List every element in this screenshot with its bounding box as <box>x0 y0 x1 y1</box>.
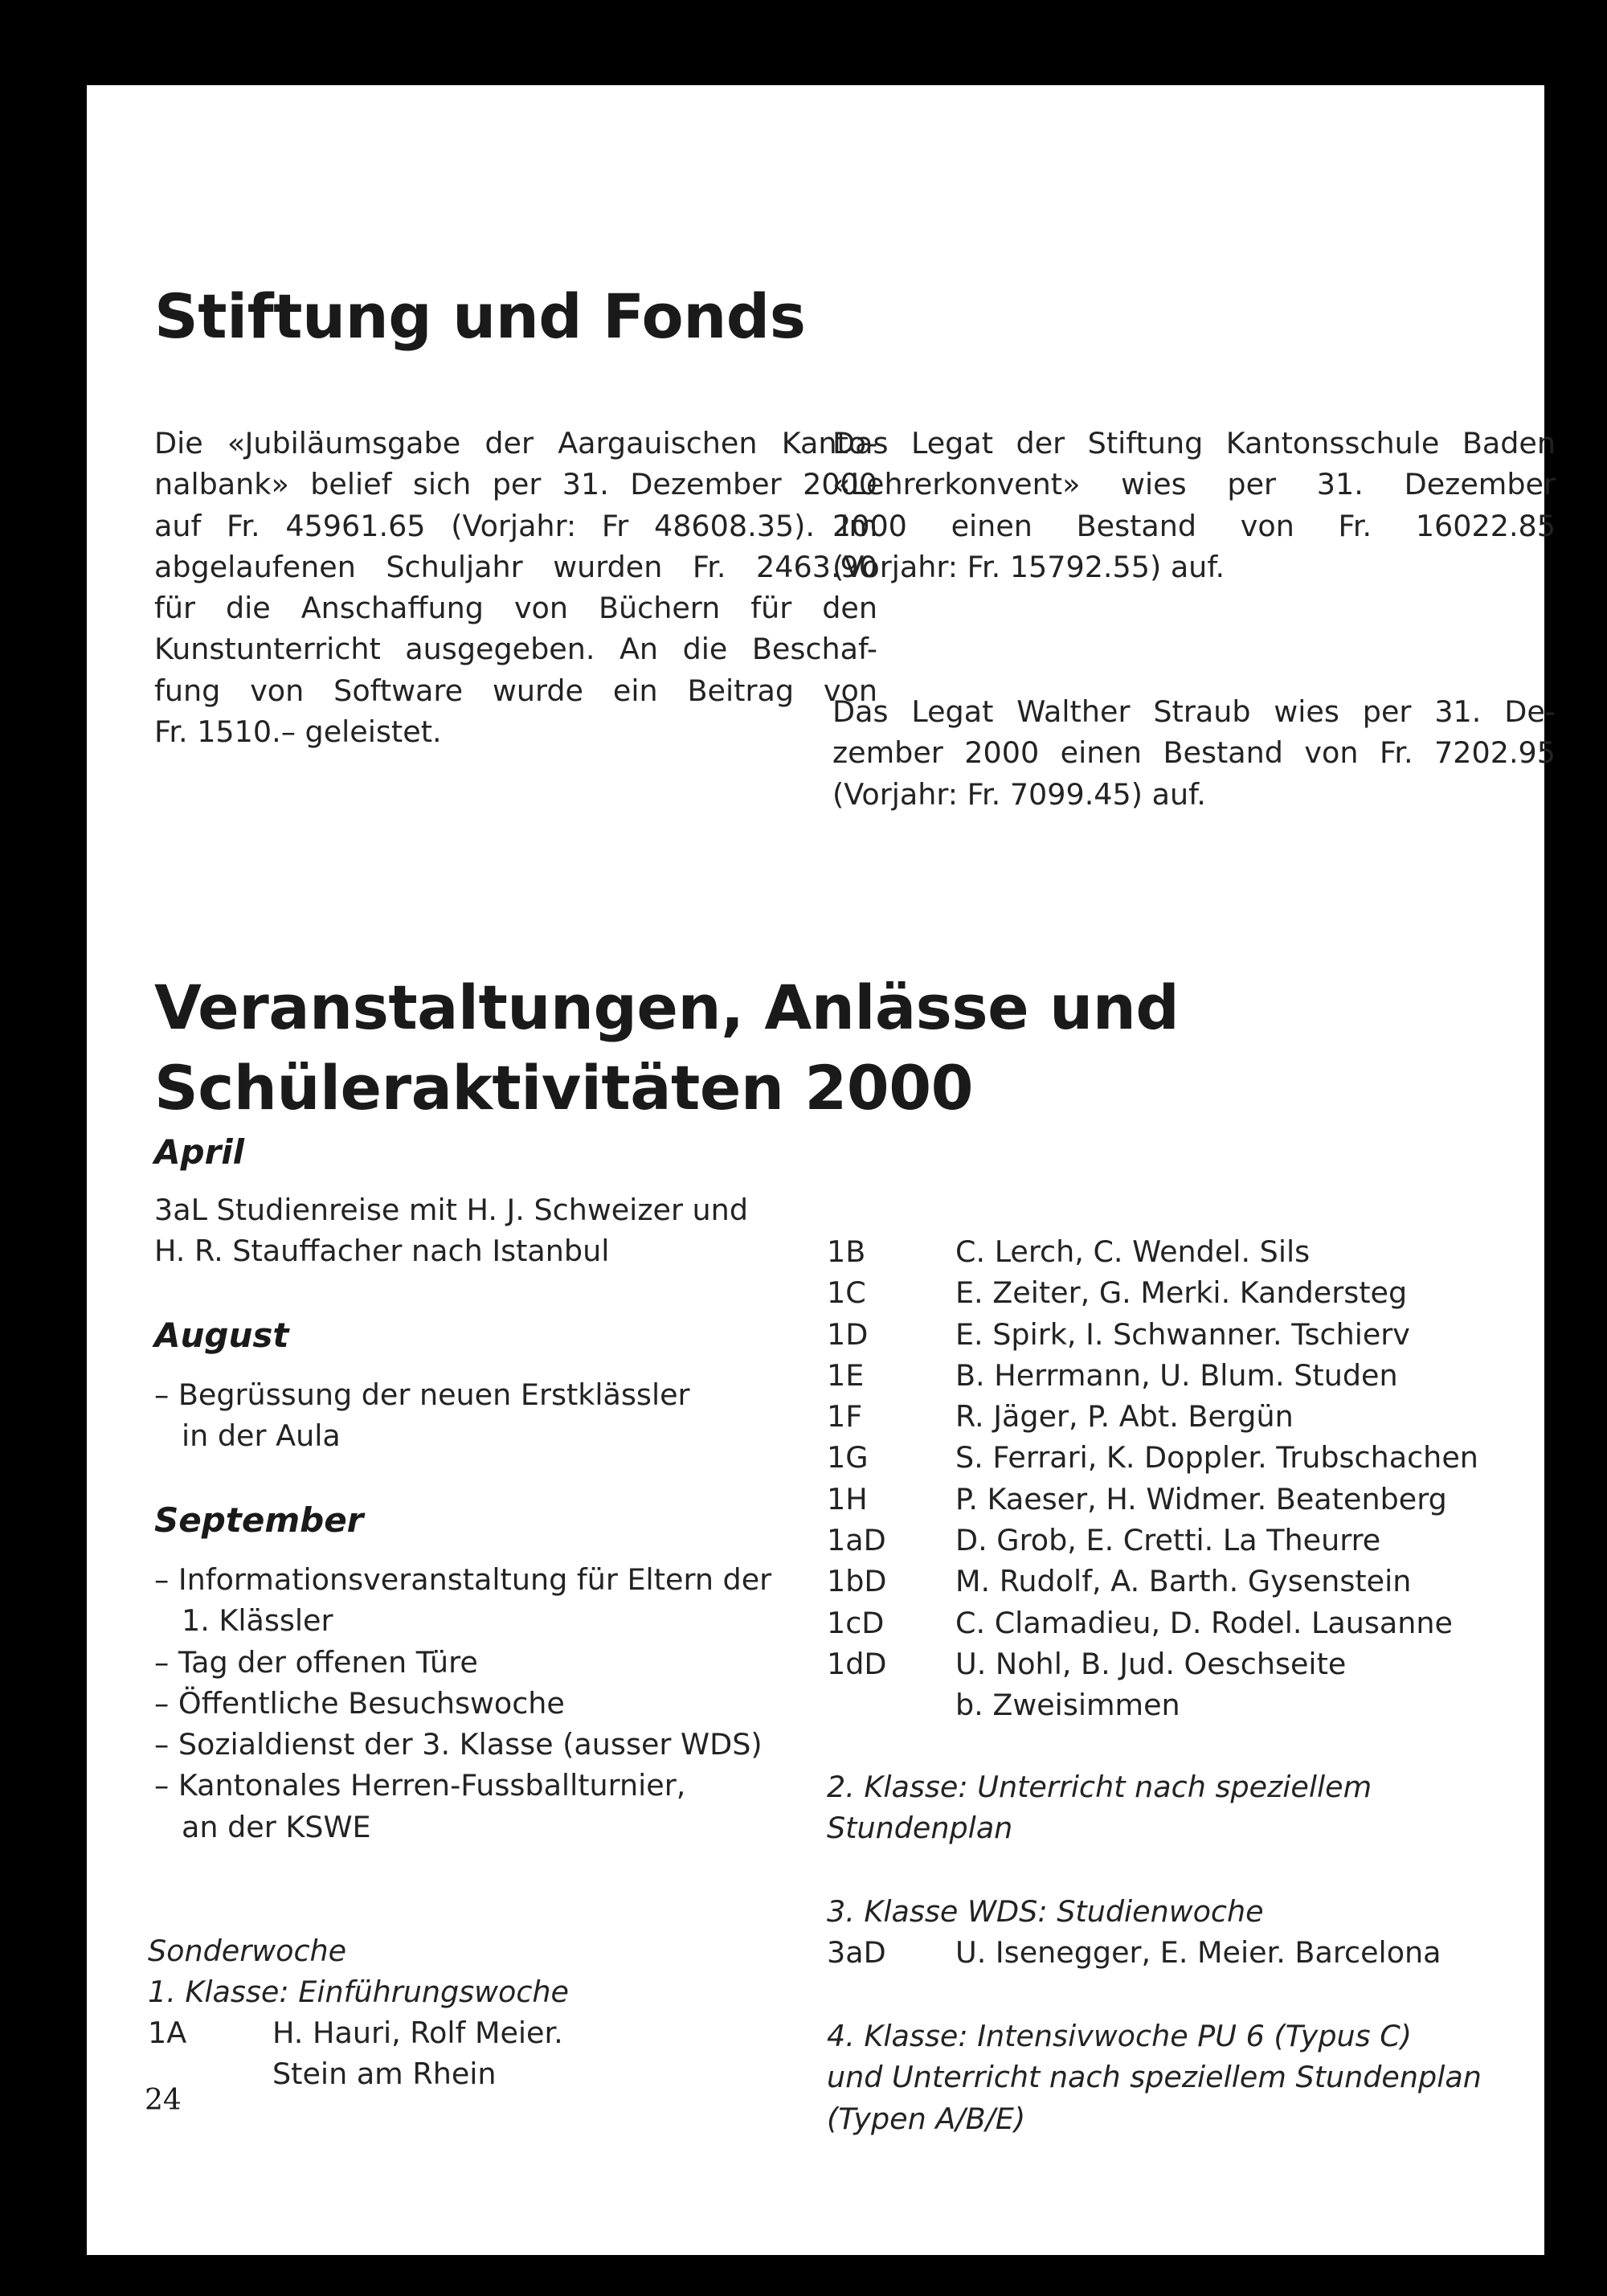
april-list <box>154 1189 748 1272</box>
class-entry: E. Spirk, I. Schwanner. Tschierv <box>955 1316 1410 1352</box>
paragraph-line: Die «Jubiläumsgabe der Aargauischen Kanto- <box>154 426 877 460</box>
klasse2-line: Stundenplan <box>827 1811 1013 1846</box>
august-line: – Begrüssung der neuen Erstklässler <box>154 1377 690 1412</box>
class-code: 3aD <box>827 1935 886 1970</box>
class-code: 1aD <box>827 1523 886 1558</box>
paragraph-legat-straub <box>832 691 1556 815</box>
klasse1-table <box>827 1231 1550 1726</box>
class-entry: b. Zweisimmen <box>955 1688 1180 1723</box>
class-entry: M. Rudolf, A. Barth. Gysenstein <box>955 1564 1412 1599</box>
klasse3-label: 3. Klasse WDS: Studienwoche <box>827 1894 1264 1929</box>
paragraph-line: abgelaufenen Schuljahr wurden Fr. 2463.90 <box>154 549 877 584</box>
table-row <box>827 1231 1550 1272</box>
september-line: 1. Klässler <box>182 1603 333 1639</box>
paragraph-line: Das Legat der Stiftung Kantonsschule Baden <box>832 426 1556 460</box>
page-number: 24 <box>145 2084 182 2117</box>
class-entry: C. Lerch, C. Wendel. Sils <box>955 1234 1311 1269</box>
paragraph-line: Das Legat Walther Straub wies per 31. De- <box>832 694 1556 729</box>
class-code: 1F <box>827 1399 863 1434</box>
paragraph-line: Fr. 1510.– geleistet. <box>154 714 442 750</box>
sonderwoche-row-1A <box>148 2012 598 2095</box>
klasse4-line: 4. Klasse: Intensivwoche PU 6 (Typus C) <box>827 2019 1413 2053</box>
klasse2-note <box>827 1766 1372 1849</box>
table-row <box>827 1602 1550 1643</box>
paragraph-legat-lehrerkonvent <box>832 423 1556 587</box>
class-code: 1cD <box>827 1605 885 1640</box>
klasse4-line: (Typen A/B/E) <box>827 2101 1026 2136</box>
klasse4-note <box>827 2016 1482 2139</box>
table-row <box>827 1479 1550 1520</box>
section-title-stiftung <box>154 276 805 357</box>
paragraph-line: fung von Software wurde ein Beitrag von <box>154 673 877 708</box>
paragraph-line: für die Anschaffung von Büchern für den <box>154 591 877 626</box>
class-teachers-place: H. Hauri, Rolf Meier. <box>272 2016 563 2050</box>
paragraph-jubilaeumsgabe <box>154 423 877 752</box>
class-place: Stein am Rhein <box>272 2057 497 2092</box>
month-heading-september: September <box>154 1500 364 1540</box>
section-title-line: Schüleraktivitäten 2000 <box>154 1052 973 1123</box>
table-row <box>827 1684 1550 1725</box>
class-entry: U. Isenegger, E. Meier. Barcelona <box>955 1935 1441 1970</box>
class-code: 1H <box>827 1481 868 1516</box>
class-entry: D. Grob, E. Cretti. La Theurre <box>955 1523 1381 1558</box>
klasse3-table <box>827 1932 1550 1973</box>
table-row <box>827 1643 1550 1684</box>
september-line: – Sozialdienst der 3. Klasse (ausser WDS) <box>154 1727 763 1762</box>
august-list <box>154 1374 690 1457</box>
klasse2-line: 2. Klasse: Unterricht nach speziellem <box>827 1770 1372 1804</box>
april-line: 3aL Studienreise mit H. J. Schweizer und <box>154 1193 748 1227</box>
september-line: – Öffentliche Besuchswoche <box>154 1685 565 1721</box>
september-line: – Informationsveranstaltung für Eltern der <box>154 1562 772 1597</box>
paragraph-line: 2000 einen Bestand von Fr. 16022.85 <box>832 508 1556 543</box>
paragraph-line: nalbank» belief sich per 31. Dezember 2000 <box>154 467 877 502</box>
section-title-line: Veranstaltungen, Anlässe und <box>154 972 1180 1043</box>
class-code: 1C <box>827 1275 866 1311</box>
table-row <box>827 1932 1550 1973</box>
klasse1-label: 1. Klasse: Einführungswoche <box>148 1975 570 2009</box>
table-row <box>827 1520 1550 1561</box>
class-code: 1G <box>827 1440 869 1475</box>
september-line: – Tag der offenen Türe <box>154 1644 478 1680</box>
class-code: 1D <box>827 1316 869 1352</box>
section-title-veranstaltungen <box>154 968 1179 1128</box>
september-list <box>154 1559 771 1848</box>
class-code: 1B <box>827 1234 866 1269</box>
august-line: in der Aula <box>182 1418 341 1454</box>
table-row <box>827 1272 1550 1313</box>
table-row <box>827 1561 1550 1602</box>
table-row <box>827 1396 1550 1437</box>
class-code: 1dD <box>827 1646 887 1681</box>
paragraph-line: Kunstunterricht ausgegeben. An die Beschaf- <box>154 632 877 667</box>
class-entry: R. Jäger, P. Abt. Bergün <box>955 1399 1294 1434</box>
class-code: 1A <box>148 2016 187 2050</box>
april-line: H. R. Stauffacher nach Istanbul <box>154 1234 610 1269</box>
sonderwoche-label: Sonderwoche <box>148 1934 347 1968</box>
section-title-stiftung-text: Stiftung und Fonds <box>154 280 806 352</box>
month-heading-april: April <box>154 1132 245 1172</box>
month-heading-august: August <box>154 1316 289 1355</box>
class-entry: E. Zeiter, G. Merki. Kandersteg <box>955 1275 1408 1311</box>
september-line: – Kantonales Herren-Fussballturnier, <box>154 1768 686 1803</box>
klasse4-line: und Unterricht nach speziellem Stundenplan <box>827 2060 1482 2095</box>
paragraph-line: «Lehrerkonvent» wies per 31. Dezember <box>832 467 1556 502</box>
class-entry: S. Ferrari, K. Doppler. Trubschachen <box>955 1440 1478 1475</box>
document-page <box>87 85 1556 2255</box>
class-entry: C. Clamadieu, D. Rodel. Lausanne <box>955 1605 1453 1640</box>
class-entry: U. Nohl, B. Jud. Oeschseite <box>955 1646 1347 1681</box>
paragraph-line: auf Fr. 45961.65 (Vorjahr: Fr 48608.35). Im <box>154 508 877 543</box>
class-code: 1E <box>827 1357 865 1393</box>
september-line: an der KSWE <box>182 1809 371 1844</box>
paragraph-line: zember 2000 einen Bestand von Fr. 7202.95 <box>832 735 1556 771</box>
table-row <box>827 1437 1550 1478</box>
paragraph-line: (Vorjahr: Fr. 7099.45) auf. <box>832 776 1206 812</box>
class-code: 1bD <box>827 1564 887 1599</box>
table-row <box>827 1314 1550 1355</box>
class-entry: P. Kaeser, H. Widmer. Beatenberg <box>955 1481 1447 1516</box>
class-entry: B. Herrmann, U. Blum. Studen <box>955 1357 1398 1393</box>
paragraph-line: (Vorjahr: Fr. 15792.55) auf. <box>832 549 1225 584</box>
table-row <box>827 1355 1550 1396</box>
